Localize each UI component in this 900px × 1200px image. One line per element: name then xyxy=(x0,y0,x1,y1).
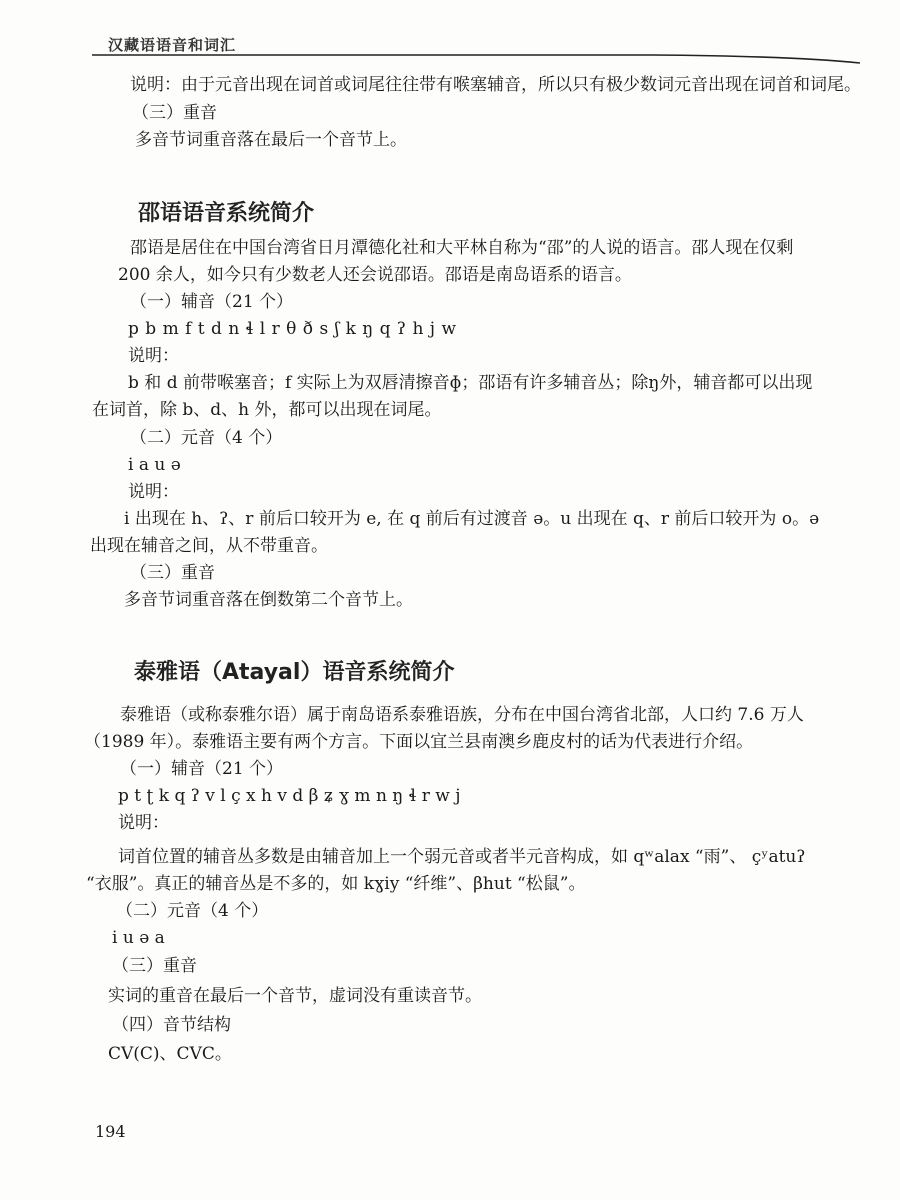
thao-consonant-note-line-1: b 和 d 前带喉塞音；f 实际上为双唇清擦音ɸ；邵语有许多辅音丛；除ŋ外，辅音都可以出现 xyxy=(128,373,813,393)
thao-vowel-note-label: 说明： xyxy=(128,482,179,502)
thao-stress-heading: （三）重音 xyxy=(130,563,215,583)
thao-consonant-note-line-2: 在词首，除 b、d、h 外，都可以出现在词尾。 xyxy=(92,400,442,420)
atayal-vowels-heading: （二）元音（4 个） xyxy=(116,901,269,921)
atayal-intro-line-2: （1989 年）。泰雅语主要有两个方言。下面以宜兰县南澳乡鹿皮村的话为代表进行介绍。 xyxy=(84,732,754,752)
atayal-syllable-heading: （四）音节结构 xyxy=(112,1015,231,1035)
atayal-section-title: 泰雅语（Atayal）语音系统简介 xyxy=(134,660,455,685)
thao-vowel-note-line-2: 出现在辅音之间，从不带重音。 xyxy=(90,536,328,556)
thao-vowel-inventory: i a u ə xyxy=(128,455,181,475)
thao-stress-text: 多音节词重音落在倒数第二个音节上。 xyxy=(124,590,413,610)
atayal-consonant-note-label: 说明： xyxy=(118,813,169,833)
thao-consonant-inventory: p b m f t d n ɬ l r θ ð s ʃ k ŋ q ʔ h j w xyxy=(128,319,457,339)
atayal-consonants-heading: （一）辅音（21 个） xyxy=(120,759,284,779)
thao-intro-line-2: 200 余人，如今只有少数老人还会说邵语。邵语是南岛语系的语言。 xyxy=(118,265,632,285)
atayal-intro-line-1: 泰雅语（或称泰雅尔语）属于南岛语系泰雅语族，分布在中国台湾省北部，人口约 7.6 万人 xyxy=(120,705,804,725)
page-number: 194 xyxy=(95,1122,126,1141)
atayal-vowel-inventory: i u ə a xyxy=(112,928,165,948)
previous-stress-heading: （三）重音 xyxy=(132,103,217,123)
previous-note: 说明：由于元音出现在词首或词尾往往带有喉塞辅音，所以只有极少数词元音出现在词首和词尾。 xyxy=(130,75,861,95)
running-header: 汉藏语语音和词汇 xyxy=(108,36,237,54)
atayal-stress-text: 实词的重音在最后一个音节，虚词没有重读音节。 xyxy=(108,986,482,1006)
atayal-consonant-note-line-2: “衣服”。真正的辅音丛是不多的，如 kɣiy “纤维”、βhut “松鼠”。 xyxy=(86,874,586,894)
previous-stress-text: 多音节词重音落在最后一个音节上。 xyxy=(135,130,407,150)
thao-consonants-heading: （一）辅音（21 个） xyxy=(130,292,294,312)
thao-vowels-heading: （二）元音（4 个） xyxy=(130,428,283,448)
atayal-stress-heading: （三）重音 xyxy=(112,956,197,976)
thao-section-title: 邵语语音系统简介 xyxy=(138,201,315,226)
atayal-consonant-inventory: p t ʈ k q ʔ v l ç x h v d β ʑ ɣ m n ŋ ɬ r w j xyxy=(118,786,461,806)
atayal-syllable-structure: CV(C)、CVC。 xyxy=(108,1044,232,1064)
thao-vowel-note-line-1: i 出现在 h、ʔ、r 前后口较开为 e, 在 q 前后有过渡音 ə。u 出现在 q、r 前后口较开为 o。ə xyxy=(124,509,820,529)
header-rule xyxy=(92,52,860,66)
thao-consonant-note-label: 说明： xyxy=(128,346,179,366)
thao-intro-line-1: 邵语是居住在中国台湾省日月潭德化社和大平林自称为“邵”的人说的语言。邵人现在仅剩 xyxy=(130,238,794,258)
atayal-consonant-note-line-1: 词首位置的辅音丛多数是由辅音加上一个弱元音或者半元音构成，如 qʷalax “雨”、 çʸatuʔ xyxy=(118,847,806,867)
